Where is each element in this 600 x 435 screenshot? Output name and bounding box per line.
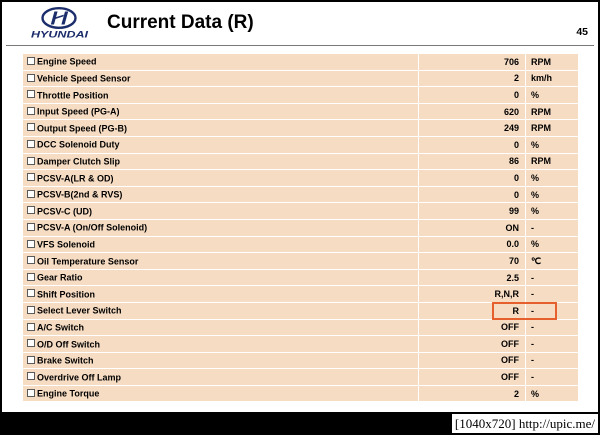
- row-checkbox[interactable]: [27, 289, 35, 297]
- label-cell: [23, 352, 419, 369]
- table-row: [23, 253, 579, 270]
- unit-cell: -: [526, 336, 579, 353]
- hyundai-logo: [30, 6, 90, 40]
- value-cell: R,N,R: [419, 286, 526, 303]
- row-checkbox[interactable]: [27, 223, 35, 231]
- table-row: [23, 269, 579, 286]
- row-label: PCSV-C (UD): [37, 206, 93, 217]
- unit-cell: %: [526, 186, 579, 203]
- table-row: [23, 153, 579, 170]
- value-cell: 620: [419, 103, 526, 120]
- value-cell: OFF: [419, 319, 526, 336]
- row-checkbox[interactable]: [27, 339, 35, 347]
- row-checkbox[interactable]: [27, 273, 35, 281]
- value-cell: 2.5: [419, 269, 526, 286]
- table-row: [23, 54, 579, 71]
- hyundai-emblem-icon: [43, 8, 76, 28]
- label-cell: [23, 170, 419, 187]
- label-cell: [23, 319, 419, 336]
- table-row: [23, 369, 579, 386]
- row-label: Damper Clutch Slip: [37, 156, 121, 167]
- logo-wordmark: HYUNDAI: [31, 29, 89, 41]
- value-cell: 0.0: [419, 236, 526, 253]
- row-label: Overdrive Off Lamp: [37, 372, 122, 383]
- row-checkbox[interactable]: [27, 190, 35, 198]
- label-cell: [23, 236, 419, 253]
- label-cell: [23, 54, 419, 71]
- label-cell: [23, 385, 419, 402]
- unit-cell: -: [526, 286, 579, 303]
- row-checkbox[interactable]: [27, 140, 35, 148]
- row-label: Vehicle Speed Sensor: [37, 73, 131, 84]
- table-row: [23, 87, 579, 104]
- value-cell: OFF: [419, 352, 526, 369]
- row-checkbox[interactable]: [27, 256, 35, 264]
- value-cell: 706: [419, 54, 526, 71]
- label-cell: [23, 87, 419, 104]
- table-row: [23, 236, 579, 253]
- value-cell: 70: [419, 253, 526, 270]
- unit-cell: -: [526, 302, 579, 319]
- row-label: Input Speed (PG-A): [37, 106, 120, 117]
- unit-cell: %: [526, 170, 579, 187]
- row-label: Throttle Position: [37, 90, 109, 101]
- unit-cell: %: [526, 136, 579, 153]
- row-label: Select Lever Switch: [37, 306, 122, 317]
- table-row: [23, 319, 579, 336]
- row-checkbox[interactable]: [27, 90, 35, 98]
- value-cell: 86: [419, 153, 526, 170]
- row-checkbox[interactable]: [27, 389, 35, 397]
- row-label: Brake Switch: [37, 355, 94, 366]
- table-row: [23, 70, 579, 87]
- label-cell: [23, 369, 419, 386]
- table-row: [23, 120, 579, 137]
- unit-cell: ℃: [526, 253, 579, 270]
- table-row: [23, 286, 579, 303]
- unit-cell: -: [526, 269, 579, 286]
- table-row: [23, 219, 579, 236]
- value-cell: ON: [419, 219, 526, 236]
- watermark-label: [1040x720] http://upic.me/: [452, 414, 598, 433]
- value-cell: OFF: [419, 369, 526, 386]
- value-cell: 0: [419, 170, 526, 187]
- current-data-table: [22, 53, 579, 402]
- unit-cell: RPM: [526, 120, 579, 137]
- value-cell: OFF: [419, 336, 526, 353]
- row-checkbox[interactable]: [27, 74, 35, 82]
- label-cell: [23, 203, 419, 220]
- label-cell: [23, 336, 419, 353]
- unit-cell: RPM: [526, 153, 579, 170]
- row-label: PCSV-A(LR & OD): [37, 173, 114, 184]
- unit-cell: -: [526, 352, 579, 369]
- row-checkbox[interactable]: [27, 306, 35, 314]
- unit-cell: RPM: [526, 54, 579, 71]
- table-row: [23, 302, 579, 319]
- row-label: Oil Temperature Sensor: [37, 256, 139, 267]
- unit-cell: -: [526, 219, 579, 236]
- row-checkbox[interactable]: [27, 323, 35, 331]
- unit-cell: RPM: [526, 103, 579, 120]
- table-row: [23, 336, 579, 353]
- label-cell: [23, 269, 419, 286]
- unit-cell: -: [526, 319, 579, 336]
- label-cell: [23, 136, 419, 153]
- row-label: DCC Solenoid Duty: [37, 140, 120, 151]
- value-cell: 99: [419, 203, 526, 220]
- table-row: [23, 103, 579, 120]
- unit-cell: km/h: [526, 70, 579, 87]
- label-cell: [23, 302, 419, 319]
- label-cell: [23, 70, 419, 87]
- table-row: [23, 136, 579, 153]
- table-row: [23, 352, 579, 369]
- row-checkbox[interactable]: [27, 356, 35, 364]
- row-label: A/C Switch: [37, 322, 85, 333]
- row-checkbox[interactable]: [27, 107, 35, 115]
- value-cell: 0: [419, 186, 526, 203]
- page-title: Current Data (R): [107, 12, 254, 33]
- page-number: 45: [576, 26, 588, 38]
- header-divider: [6, 45, 594, 46]
- row-checkbox[interactable]: [27, 240, 35, 248]
- row-label: Engine Speed: [37, 57, 97, 68]
- row-checkbox[interactable]: [27, 57, 35, 65]
- table-row: [23, 170, 579, 187]
- table-row: [23, 385, 579, 402]
- row-label: PCSV-A (On/Off Solenoid): [37, 223, 148, 234]
- label-cell: [23, 186, 419, 203]
- row-checkbox[interactable]: [27, 173, 35, 181]
- value-cell: R: [419, 302, 526, 319]
- label-cell: [23, 120, 419, 137]
- row-checkbox[interactable]: [27, 372, 35, 380]
- value-cell: 0: [419, 87, 526, 104]
- value-cell: 2: [419, 385, 526, 402]
- row-label: Shift Position: [37, 289, 95, 300]
- row-label: Gear Ratio: [37, 272, 83, 283]
- value-cell: 249: [419, 120, 526, 137]
- table-row: [23, 186, 579, 203]
- row-label: Output Speed (PG-B): [37, 123, 127, 134]
- label-cell: [23, 153, 419, 170]
- unit-cell: %: [526, 385, 579, 402]
- value-cell: 0: [419, 136, 526, 153]
- table-row: [23, 203, 579, 220]
- unit-cell: %: [526, 87, 579, 104]
- unit-cell: %: [526, 203, 579, 220]
- label-cell: [23, 286, 419, 303]
- unit-cell: -: [526, 369, 579, 386]
- row-label: PCSV-B(2nd & RVS): [37, 189, 123, 200]
- label-cell: [23, 253, 419, 270]
- value-cell: 2: [419, 70, 526, 87]
- row-checkbox[interactable]: [27, 123, 35, 131]
- label-cell: [23, 219, 419, 236]
- unit-cell: %: [526, 236, 579, 253]
- row-label: VFS Solenoid: [37, 239, 96, 250]
- row-label: O/D Off Switch: [37, 339, 100, 350]
- row-checkbox[interactable]: [27, 206, 35, 214]
- label-cell: [23, 103, 419, 120]
- row-label: Engine Torque: [37, 388, 100, 399]
- row-checkbox[interactable]: [27, 157, 35, 165]
